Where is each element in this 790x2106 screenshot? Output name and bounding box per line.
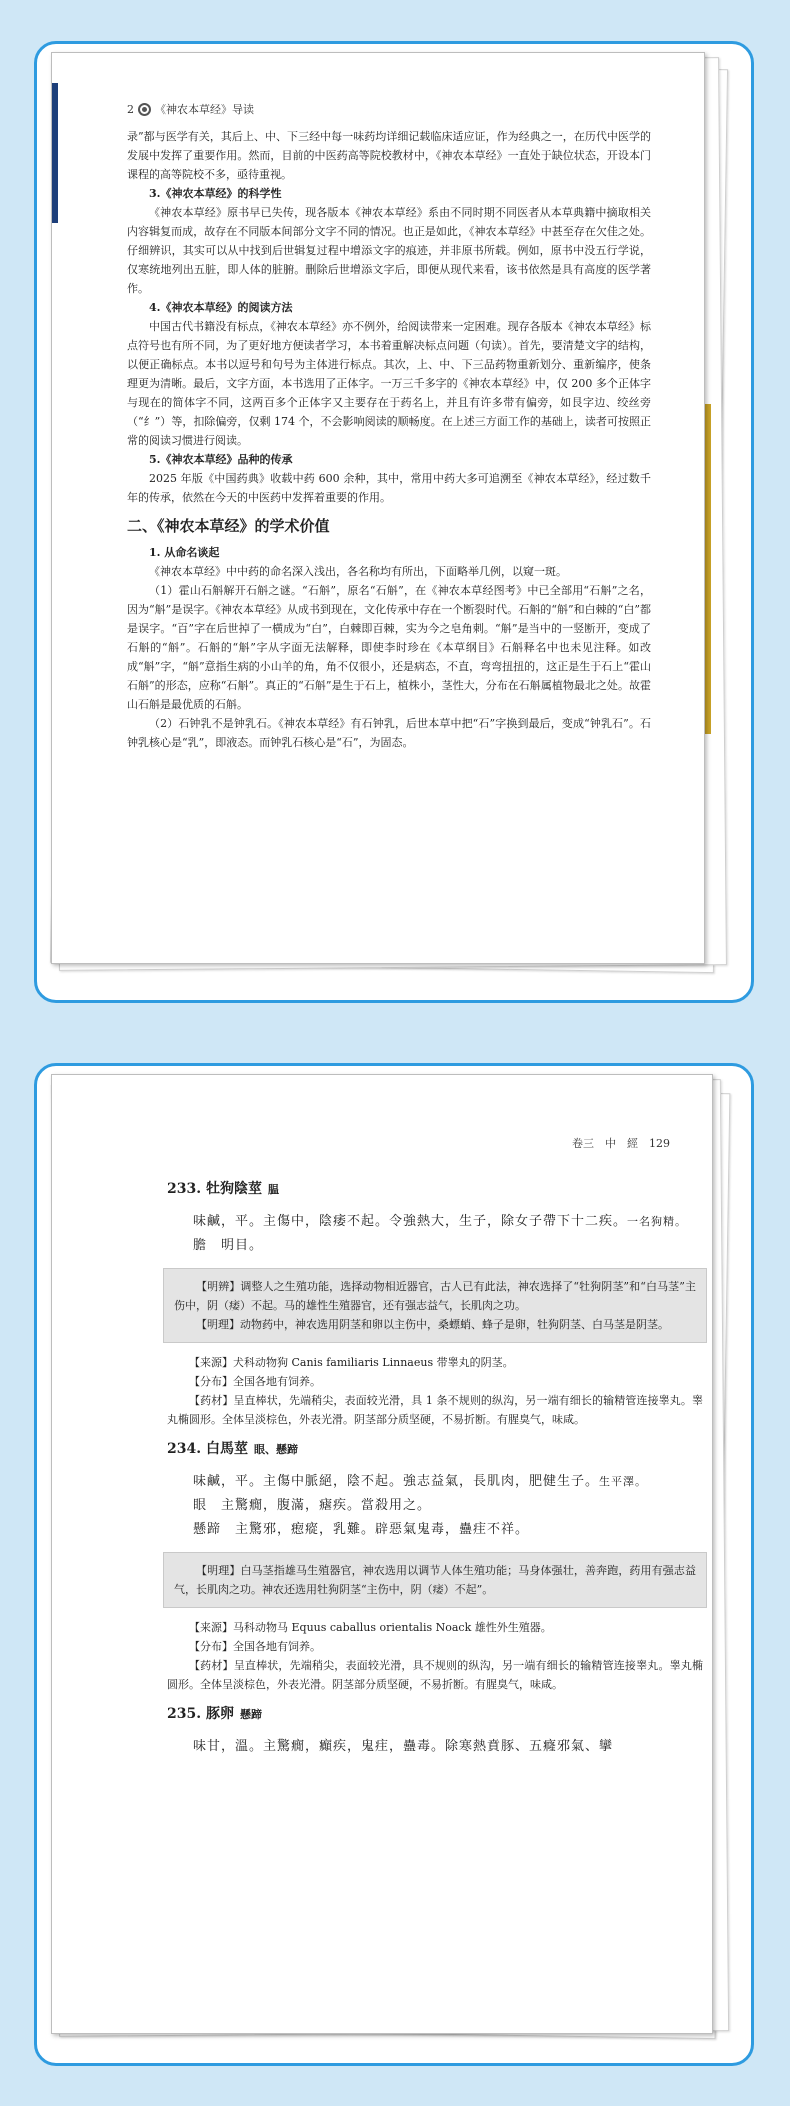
page-edge-blue-stripe [52, 83, 58, 223]
classical-main: 味鹹，平。主傷中脈絕，陰不起。強志益氣，長肌肉，肥健生子。 [193, 1474, 600, 1489]
source-info [167, 1353, 703, 1429]
page-body-text [167, 1179, 703, 1759]
running-title: 《神农本草经》导读 [155, 103, 254, 116]
source-paragraph: 【分布】全国各地有饲养。 [189, 1640, 321, 1653]
entry-name: 234. 白馬莖 [167, 1441, 248, 1457]
entry-appendix-name: 懸蹄 [239, 1708, 262, 1721]
body-paragraph: 录”都与医学有关，其后上、中、下三经中每一味药均详细记载临床适应证，作为经典之一，在历代中医学的发展中发挥了重要作用。然而，目前的中医药高等院校教材中，《神农本草经》一直处于缺位状态，开设本门课程的高等院校不多，亟待重视。 [127, 130, 651, 181]
classical-text [167, 1210, 703, 1234]
page-number: 2 [127, 102, 134, 116]
classical-main: 味鹹，平。主傷中，陰痿不起。令強熱大，生子，除女子帶下十二疾。 [193, 1214, 628, 1229]
body-paragraph: （1）霍山石斛解开石斛之谜。“石斛”，原名“石斛”，在《神农本草经图考》中已全部用“石斛”之名，因为“斛”是误字。《神农本草经》从成书到现在，文化传承中存在一个断裂时代。石斛的“斛”和白棘的“白”都是误字。“百”字在后世掉了一横成为“白”，白棘即百棘，实为今之皂角刺。“斛”是当中的一竖断开，变成了石斛的“斛”。石斛的“斛”字从字面无法解释，即使李时珍在《本草纲目》石斛释名中也未见注释。如改成“斛”字，“斛”意指生病的小山羊的角，角不仅很小，还是病态，不直，弯弯扭扭的，这正是生于石上“霍山石斛”的形态，应称“石斛”。真正的“石斛”是生于石上，植株小，茎性大，分布在石斛属植物最北之处。故霍山石斛是最优质的石斛。 [127, 584, 651, 711]
classical-subentry: 眼 主驚癇，腹滿，瘧疾。當殺用之。 [193, 1498, 432, 1513]
entry-title [167, 1704, 703, 1725]
classical-subentry: 膽 明目。 [193, 1238, 264, 1253]
source-paragraph: 【药材】呈直棒状，先端稍尖，表面较光滑，具不规则的纵沟，另一端有细长的输精管连接睾丸。睾丸椭圆形。全体呈淡棕色，外表光滑。阴茎部分质坚硬，不易折断。有腥臭气，味咸。 [167, 1659, 703, 1691]
source-paragraph: 【分布】全国各地有饲养。 [189, 1375, 321, 1388]
entry-appendix-name: 眼、懸蹄 [253, 1443, 298, 1456]
book-preview-panel-2 [34, 1063, 754, 2066]
source-paragraph: 【来源】犬科动物狗 Canis familiaris Linnaeus 带睾丸的阴茎。 [189, 1356, 514, 1369]
commentary-box [163, 1268, 707, 1343]
book-page [51, 52, 705, 964]
running-header: 卷三 中 經 129 [572, 1137, 670, 1150]
book-preview-panel-1 [34, 41, 754, 1003]
source-paragraph: 【药材】呈直棒状，先端稍尖，表面较光滑，具 1 条不规则的纵沟，另一端有细长的输精管连接睾丸。睾丸椭圆形。全体呈淡棕色，外表光滑。阴茎部分质坚硬，不易折断。有腥臭气，味咸。 [167, 1394, 703, 1426]
entry-name: 233. 牡狗陰莖 [167, 1181, 262, 1197]
subsection-heading: 4.《神农本草经》的阅读方法 [149, 301, 293, 314]
classical-text [167, 1735, 703, 1759]
entry-title [167, 1439, 703, 1460]
body-paragraph: （2）石钟乳不是钟乳石。《神农本草经》有石钟乳，后世本草中把“石”字换到最后，变成“钟乳石”。石钟乳核心是“乳”，即液态。而钟乳石核心是“石”，为固态。 [127, 717, 651, 749]
commentary-paragraph: 【明理】动物药中，神农选用阴茎和卵以主伤中，桑螵蛸、蜂子是卵，牡狗阴茎、白马茎是阴茎。 [196, 1318, 669, 1331]
source-info [167, 1618, 703, 1694]
page-body-text [127, 127, 651, 752]
classical-subentry: 懸蹄 主驚邪，瘛瘲，乳難。辟惡氣鬼毒，蠱疰不祥。 [193, 1522, 530, 1537]
classical-text [167, 1470, 703, 1494]
commentary-box [163, 1552, 707, 1608]
section-heading: 二、《神农本草经》的学术价值 [127, 517, 330, 535]
source-paragraph: 【来源】马科动物马 Equus caballus orientalis Noack 雄性外生殖器。 [189, 1621, 552, 1634]
classical-main: 味甘，溫。主驚癇，癲疾，鬼疰，蠱毒。除寒熱賁豚、五癃邪氣、攣 [193, 1739, 614, 1754]
subsection-heading: 1. 从命名谈起 [149, 546, 220, 559]
commentary-paragraph: 【明辨】调整人之生殖功能，选择动物相近器官，古人已有此法，神农选择了“牡狗阴茎”和“白马茎”主伤中，阴（痿）不起。马的雄性生殖器官，还有强志益气，长肌肉之功。 [174, 1280, 696, 1312]
book-logo-icon [138, 103, 151, 116]
body-paragraph: 中国古代书籍没有标点，《神农本草经》亦不例外，给阅读带来一定困难。现存各版本《神农本草经》标点符号也有所不同，为了更好地方便读者学习，本书着重解决标点问题（句读）。首先，要清楚文字的结构，以便正确标点。本书以逗号和句号为主体进行标点。其次，上、中、下三品药物重新划分、重新编序，使条理更为清晰。最后，文字方面，本书选用了正体字。一万三千多字的《神农本草经》中，仅 200 多个正体字与现在的简体字不同，这两百多个正体字又主要存在于药名上，并且有许多带有偏旁，如艮字边、绞丝旁（“纟”）等，扣除偏旁，仅剩 174 个，不会影响阅读的顺畅度。在上述三方面工作的基础上，读者可按照正常的阅读习惯进行阅读。 [127, 320, 651, 447]
entry-name: 235. 豚卵 [167, 1706, 234, 1722]
classical-alias: 生平澤。 [599, 1475, 648, 1488]
body-paragraph: 2025 年版《中国药典》收载中药 600 余种，其中，常用中药大多可追溯至《神农本草经》，经过数千年的传承，依然在今天的中医药中发挥着重要的作用。 [127, 472, 651, 504]
entry-title [167, 1179, 703, 1200]
body-paragraph: 《神农本草经》中中药的命名深入浅出，各名称均有所出，下面略举几例，以窥一斑。 [149, 565, 567, 578]
book-page [51, 1074, 713, 2034]
subsection-heading: 3.《神农本草经》的科学性 [149, 187, 282, 200]
running-header [127, 101, 254, 117]
classical-alias: 一名狗精。 [627, 1215, 688, 1228]
entry-appendix-name: 腽 [267, 1183, 279, 1196]
commentary-paragraph: 【明理】白马茎指雄马生殖器官，神农选用以调节人体生殖功能；马身体强壮，善奔跑，药用有强志益气，长肌肉之功。神农还选用牡狗阴茎“主伤中，阴（痿）不起”。 [174, 1564, 696, 1596]
body-paragraph: 《神农本草经》原书早已失传，现各版本《神农本草经》系由不同时期不同医者从本草典籍中摘取相关内容辑复而成，故存在不同版本间部分文字不同的情况。也正是如此，《神农本草经》中甚至存在欠佳之处。仔细辨识，其实可以从中找到后世辑复过程中增添文字的痕迹，并非原书所载。例如，原书中没五行学说，仅寒统地列出五脏，即人体的脏腑。删除后世增添文字后，即便从现代来看，该书依然是具有高度的医学著作。 [127, 206, 651, 295]
subsection-heading: 5.《神农本草经》品种的传承 [149, 453, 293, 466]
